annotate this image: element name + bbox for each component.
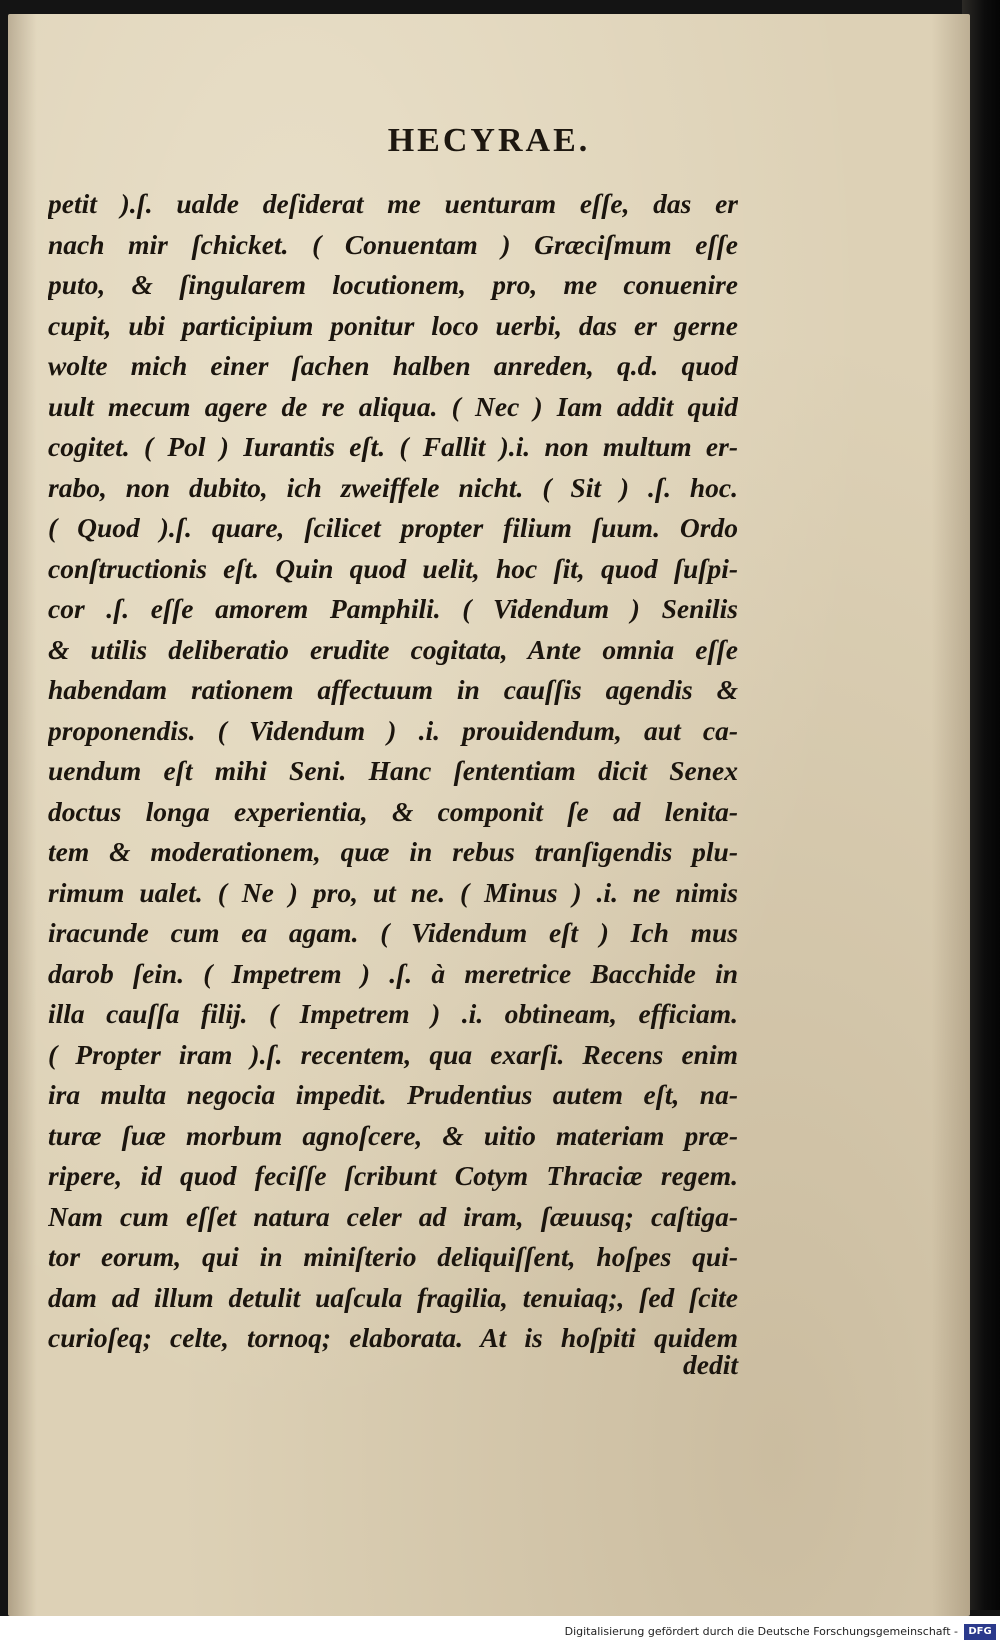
text-line: tor eorum, qui in miniſterio deliquiſſent, hoſpes qui- bbox=[48, 1241, 738, 1272]
text-line: illa cauſſa filij. ( Impetrem ) .i. obtineam, efficiam. bbox=[48, 998, 738, 1029]
text-line: tem & moderationem, quæ in rebus tranſigendis plu- bbox=[48, 836, 738, 867]
text-line: uult mecum agere de re aliqua. ( Nec ) Iam addit quid bbox=[48, 390, 738, 422]
text-line: & utilis deliberatio erudite cogitata, Ante omnia eſſe bbox=[48, 633, 738, 665]
catchword: dedit bbox=[683, 1349, 738, 1380]
text-line: conſtructionis eſt. Quin quod uelit, hoc ſit, quod ſuſpi- bbox=[48, 552, 738, 584]
text-line: petit ).ſ. ualde deſiderat me uenturam eſſe, das er bbox=[48, 188, 738, 219]
text-line: puto, & ſingularem locutionem, pro, me conuenire bbox=[48, 269, 738, 300]
text-line: darob ſein. ( Impetrem ) .ſ. à meretrice Bacchide in bbox=[48, 957, 738, 989]
book-page bbox=[8, 14, 970, 1616]
text-line: turæ ſuæ morbum agnoſcere, & uitio materiam præ- bbox=[48, 1119, 738, 1151]
text-line: ( Quod ).ſ. quare, ſcilicet propter filium ſuum. Ordo bbox=[48, 512, 738, 543]
text-line: cogitet. ( Pol ) Iurantis eſt. ( Fallit ).i. non multum er- bbox=[48, 431, 738, 462]
text-line: dam ad illum detulit uaſcula fragilia, tenuiaq;, ſed ſcite bbox=[48, 1281, 738, 1313]
text-line: cor .ſ. eſſe amorem Pamphili. ( Videndum ) Senilis bbox=[48, 593, 738, 624]
text-line: curioſeq; celte, tornoq; elaborata. At is hoſpiti quidem bbox=[48, 1322, 738, 1353]
text-line: ripere, id quod feciſſe ſcribunt Cotym Thraciæ regem. bbox=[48, 1160, 738, 1191]
text-line: ira multa negocia impedit. Prudentius autem eſt, na- bbox=[48, 1079, 738, 1110]
text-line: nach mir ſchicket. ( Conuentam ) Græciſmum eſſe bbox=[48, 228, 738, 260]
text-line: wolte mich einer ſachen halben anreden, q.d. quod bbox=[48, 350, 738, 381]
text-line: rabo, non dubito, ich zweiffele nicht. ( Sit ) .ſ. hoc. bbox=[48, 471, 738, 503]
dfg-logo: DFG bbox=[964, 1624, 996, 1640]
funding-credit: Digitalisierung gefördert durch die Deutsche Forschungsgemeinschaft - bbox=[564, 1625, 958, 1638]
text-line: habendam rationem affectuum in cauſſis agendis & bbox=[48, 674, 738, 705]
running-header: HECYRAE. bbox=[387, 122, 591, 159]
text-line: rimum ualet. ( Ne ) pro, ut ne. ( Minus ) .i. ne nimis bbox=[48, 876, 738, 908]
text-line: uendum eſt mihi Seni. Hanc ſententiam dicit Senex bbox=[48, 755, 738, 786]
page-body-text bbox=[48, 184, 738, 1359]
text-line: ( Propter iram ).ſ. recentem, qua exarſi. Recens enim bbox=[48, 1038, 738, 1070]
footer-bar bbox=[0, 1616, 1000, 1649]
text-line: Nam cum eſſet natura celer ad iram, ſæuusq; caſtiga- bbox=[48, 1200, 738, 1232]
text-line: cupit, ubi participium ponitur loco uerbi, das er gerne bbox=[48, 309, 738, 341]
text-line: iracunde cum ea agam. ( Videndum eſt ) Ich mus bbox=[48, 917, 738, 948]
text-line: proponendis. ( Videndum ) .i. prouidendum, aut ca- bbox=[48, 714, 738, 746]
text-line: doctus longa experientia, & componit ſe ad lenita- bbox=[48, 795, 738, 827]
